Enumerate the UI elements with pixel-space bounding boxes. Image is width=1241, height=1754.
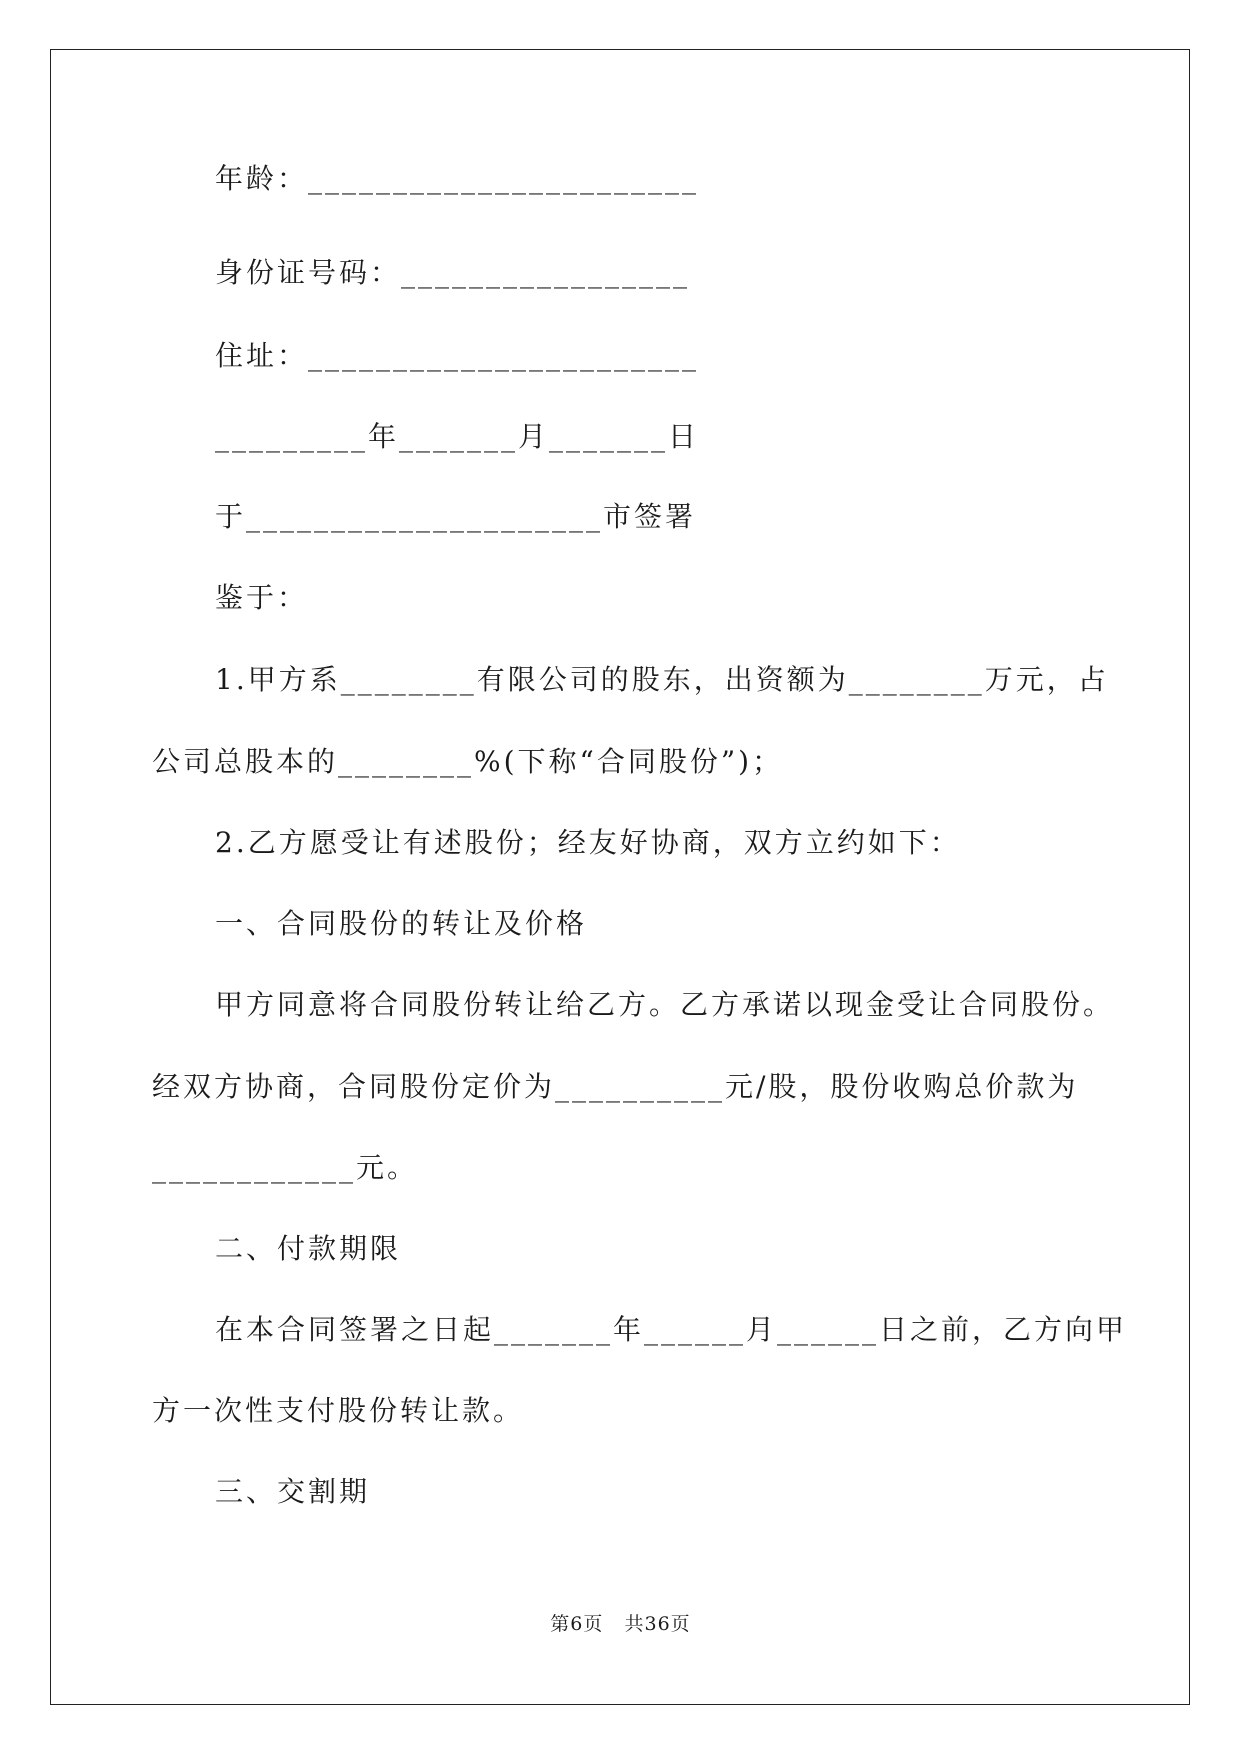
clause-2: 2.乙方愿受让有述股份；经友好协商，双方立约如下：	[215, 826, 961, 859]
page-border	[50, 49, 1190, 1705]
section-2-heading: 二、付款期限	[215, 1232, 402, 1265]
page-number-footer: 第6页 共36页	[550, 1613, 691, 1635]
whereas-heading: 鉴于：	[215, 581, 309, 614]
age-field: 年龄：_______________________	[215, 162, 700, 195]
section-1-para-line-2: 经双方协商，合同股份定价为__________元/股，股份收购总价款为	[152, 1070, 1079, 1103]
date-field: _________年_______月_______日	[215, 420, 700, 453]
section-1-para-line-3: ____________元。	[152, 1151, 419, 1184]
section-2-para-line-1: 在本合同签署之日起_______年______月______日之前，乙方向甲	[215, 1313, 1128, 1346]
id-number-field: 身份证号码：_________________	[215, 256, 691, 289]
clause-1-line-2: 公司总股本的________%(下称“合同股份”)；	[152, 745, 784, 778]
section-1-para-line-1: 甲方同意将合同股份转让给乙方。乙方承诺以现金受让合同股份。	[215, 988, 1115, 1021]
address-field: 住址：_______________________	[215, 339, 700, 372]
clause-1-line-1: 1.甲方系________有限公司的股东，出资额为________万元，占	[215, 663, 1109, 696]
section-2-para-line-2: 方一次性支付股份转让款。	[152, 1394, 525, 1427]
section-1-heading: 一、合同股份的转让及价格	[215, 907, 588, 940]
signing-place-field: 于_____________________市签署	[215, 500, 697, 533]
section-3-heading: 三、交割期	[215, 1475, 371, 1508]
